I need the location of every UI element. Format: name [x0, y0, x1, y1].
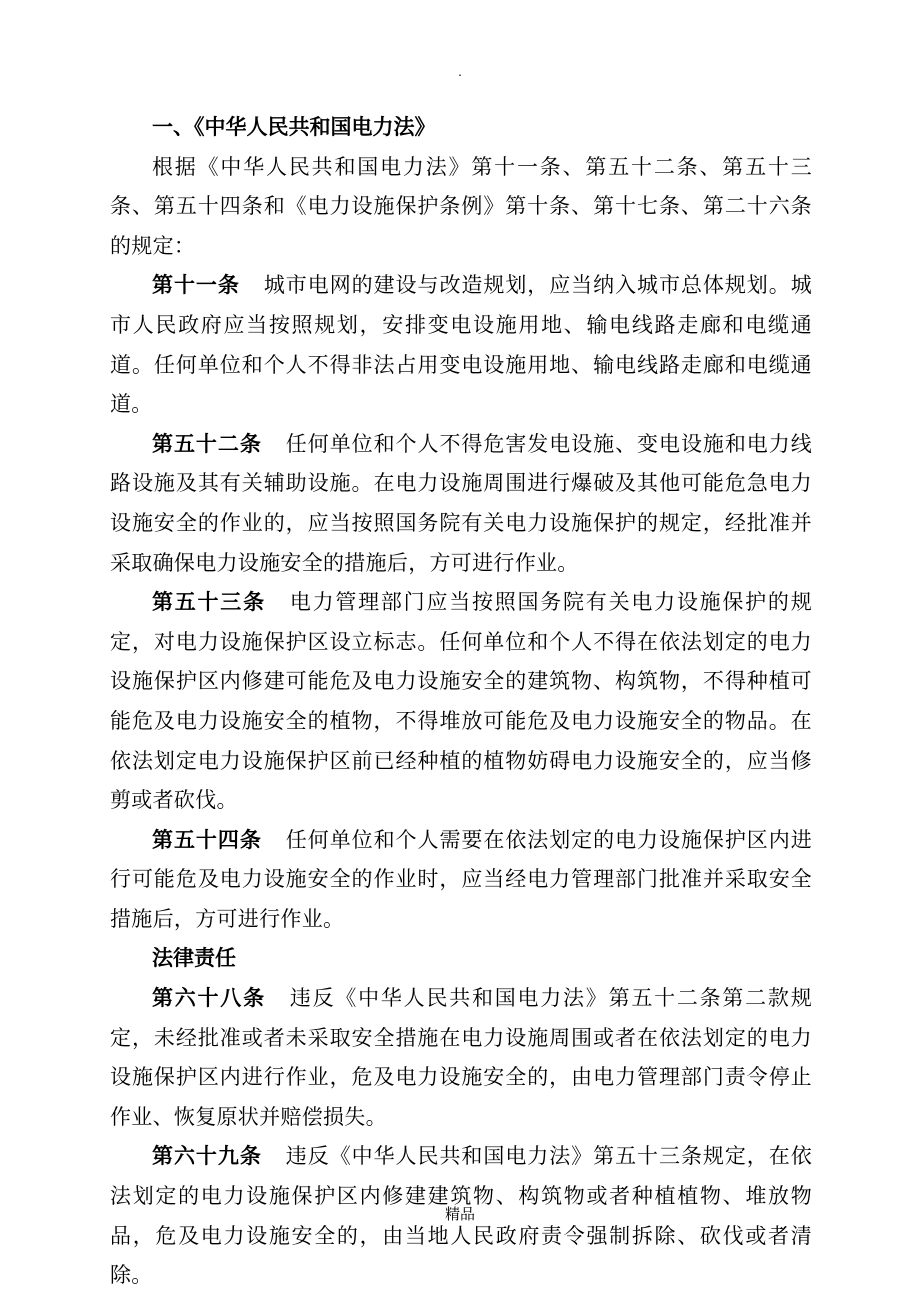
article-text: 电力管理部门应当按照国务院有关电力设施保护的规定，对电力设施保护区设立标志。任何单位和个人不得在依法划定的电力设施保护区内修建可能危及电力设施安全的建筑物、构筑物，不得种植可能危及电力设施安全的植物，不得堆放可能危及电力设施安全的物品。在依法划定电力设施保护区前已经种植的植物妨碍电力设施安全的，应当修剪或者砍伐。	[110, 590, 813, 813]
article-label: 第六十八条	[152, 986, 266, 1011]
article-label: 第五十二条	[152, 431, 262, 456]
document-body	[110, 108, 812, 1296]
article-53	[110, 583, 812, 821]
article-text: 任何单位和个人不得危害发电设施、变电设施和电力线路设施及其有关辅助设施。在电力设施周围进行爆破及其他可能危急电力设施安全的作业的，应当按照国务院有关电力设施保护的规定，经批准并采取确保电力设施安全的措施后，方可进行作业。	[110, 431, 813, 575]
article-68	[110, 979, 812, 1137]
intro-paragraph: 根据《中华人民共和国电力法》第十一条、第五十二条、第五十三条、第五十四条和《电力设施保护条例》第十条、第十七条、第二十六条的规定：	[110, 154, 812, 258]
article-label: 第六十九条	[152, 1144, 262, 1169]
article-text: 城市电网的建设与改造规划，应当纳入城市总体规划。城市人民政府应当按照规划，安排变电设施用地、输电线路走廊和电缆通道。任何单位和个人不得非法占用变电设施用地、输电线路走廊和电缆通道。	[110, 273, 813, 417]
article-text: 违反《中华人民共和国电力法》第五十三条规定，在依法划定的电力设施保护区内修建建筑物、构筑物或者种植植物、堆放物品，危及电力设施安全的，由当地人民政府责令强制拆除、砍伐或者清除。	[110, 1144, 813, 1288]
article-label: 第十一条	[152, 273, 240, 298]
document-title: 一、《中华人民共和国电力法》	[152, 115, 436, 139]
section-title: 法律责任	[152, 946, 236, 971]
article-label: 第五十三条	[152, 590, 266, 615]
article-52	[110, 425, 812, 583]
page-footer: 精品	[444, 1205, 475, 1223]
article-label: 第五十四条	[152, 827, 262, 852]
page-header-mark: .	[458, 65, 462, 79]
article-text: 任何单位和个人需要在依法划定的电力设施保护区内进行可能危及电力设施安全的作业时，应当经电力管理部门批准并采取安全措施后，方可进行作业。	[110, 827, 813, 931]
article-54	[110, 821, 812, 940]
article-text: 违反《中华人民共和国电力法》第五十二条第二款规定，未经批准或者未采取安全措施在电力设施周围或者在依法划定的电力设施保护区内进行作业，危及电力设施安全的，由电力管理部门责令停止作业、恢复原状并赔偿损失。	[110, 986, 813, 1129]
article-11	[110, 266, 812, 424]
